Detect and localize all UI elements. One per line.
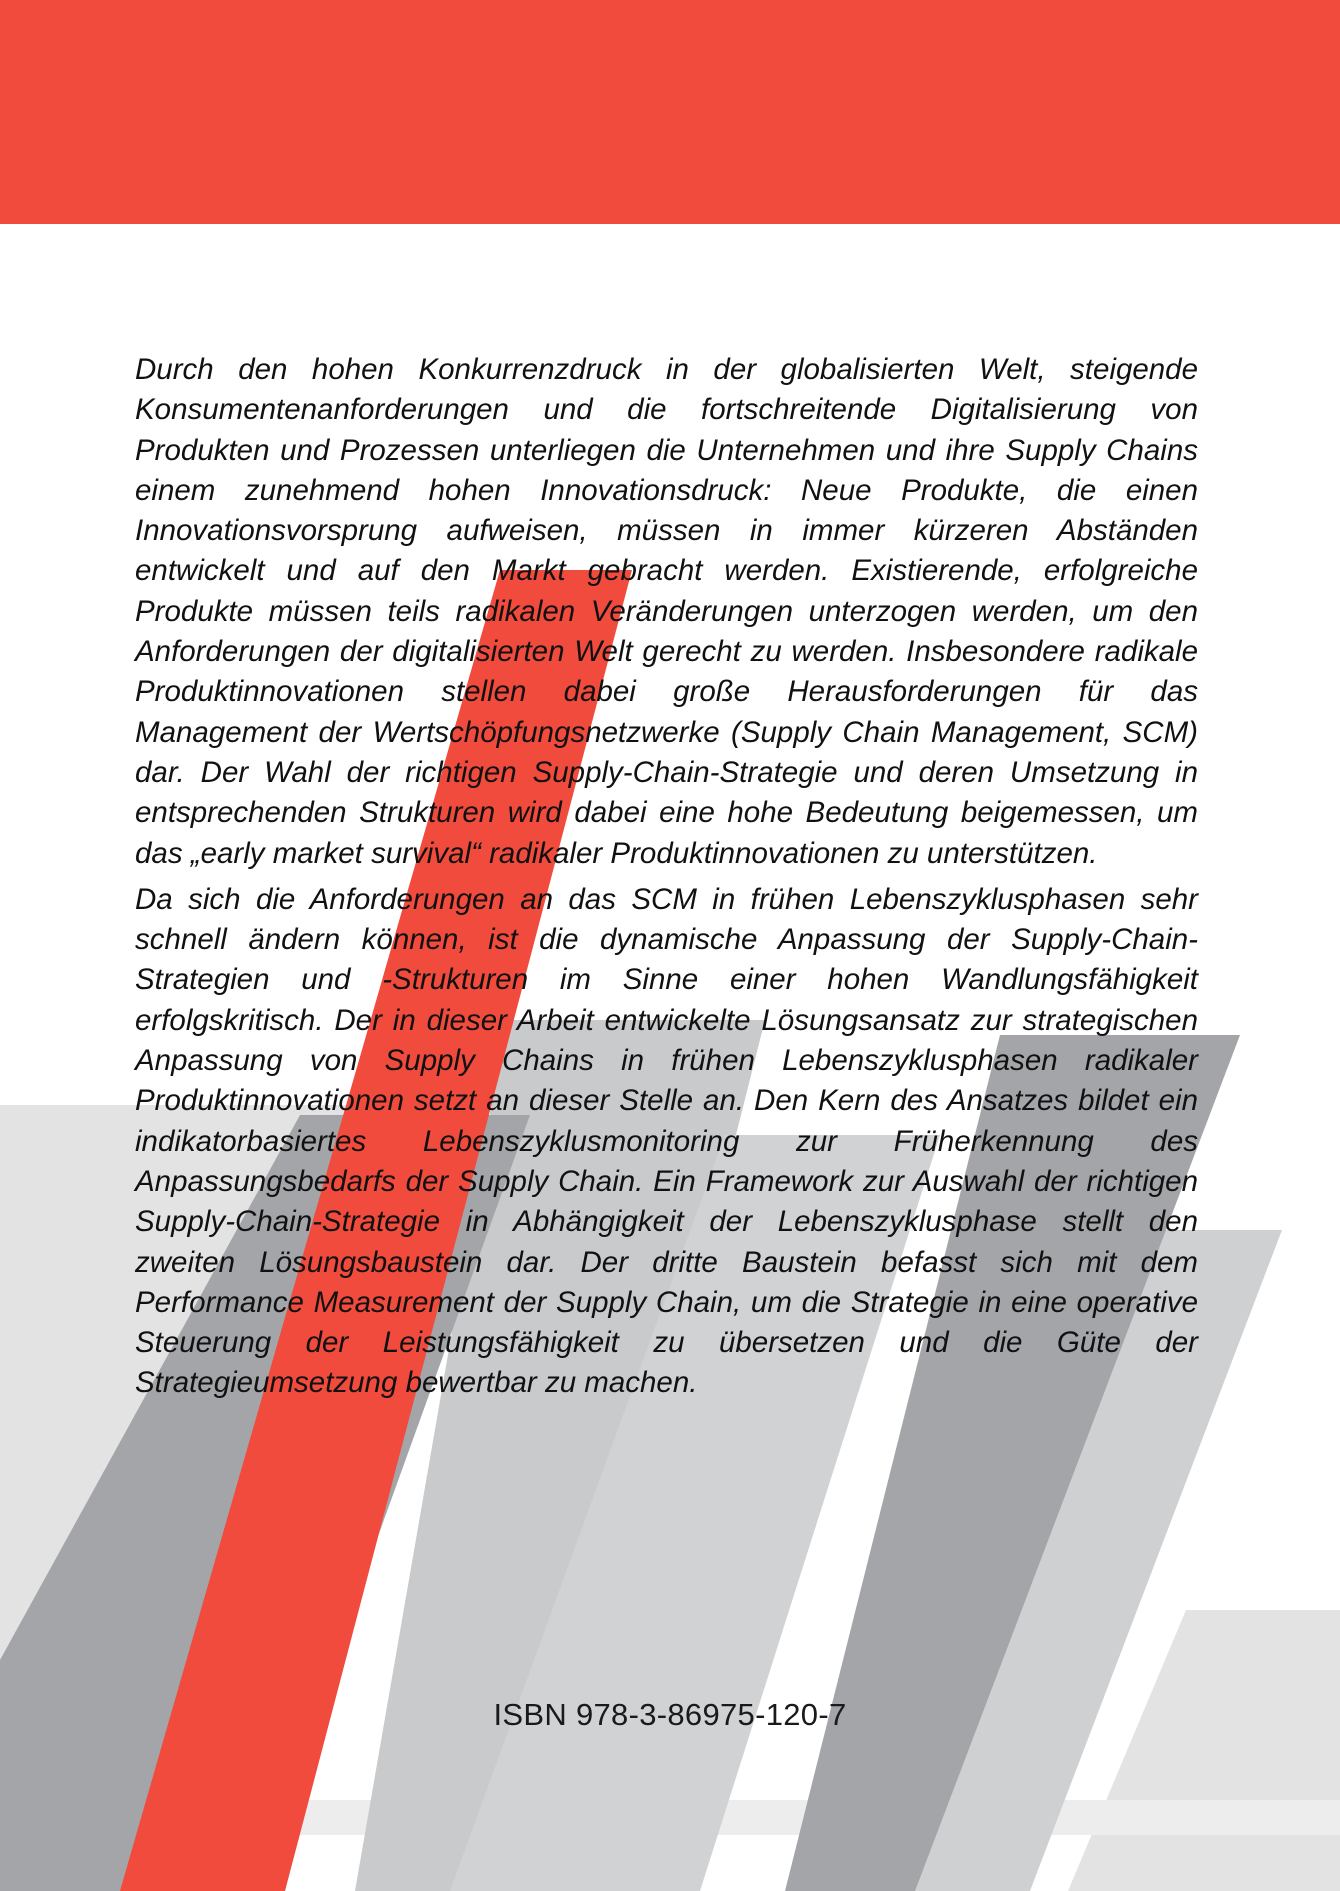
isbn-number: ISBN 978-3-86975-120-7	[493, 1697, 847, 1732]
blurb-paragraph-1: Durch den hohen Konkurrenzdruck in der globalisierten Welt, steigende Konsumentenanforderungen und die fortschreitende Digitalisierung von Produkten und Prozessen unterliegen die Unternehmen und ihre Supply Chains einem zunehmend hohen Innovationsdruck: Neue Produkte, die einen Innovationsvorsprung aufweisen, müssen in immer kürzeren Abständen entwickelt und auf den Markt gebracht werden. Existierende, erfolgreiche Produkte müssen teils radikalen Veränderungen unterzogen werden, um den Anforderungen der digitalisierten Welt gerecht zu werden. Insbesondere radikale Produktinnovationen stellen dabei große Herausforderungen für das Management der Wertschöpfungsnetzwerke (Supply Chain Management, SCM) dar. Der Wahl der richtigen Supply-Chain-Strategie und deren Umsetzung in entsprechenden Strukturen wird dabei eine hohe Bedeutung beigemessen, um das „early market survival“ radikaler Produktinnovationen zu unterstützen.	[135, 353, 1198, 870]
blurb-paragraph-2: Da sich die Anforderungen an das SCM in frühen Lebenszyklusphasen sehr schnell ändern können, ist die dynamische Anpassung der Supply-Chain-Strategien und -Strukturen im Sinne einer hohen Wandlungsfähigkeit erfolgskritisch. Der in dieser Arbeit entwickelte Lösungsansatz zur strategischen Anpassung von Supply Chains in frühen Lebenszyklusphasen radikaler Produktinnovationen setzt an dieser Stelle an. Den Kern des Ansatzes bildet ein indikatorbasiertes Lebenszyklusmonitoring zur Früherkennung des Anpassungsbedarfs der Supply Chain. Ein Framework zur Auswahl der richtigen Supply-Chain-Strategie in Abhängigkeit der Lebenszyklusphase stellt den zweiten Lösungsbaustein dar. Der dritte Baustein befasst sich mit dem Performance Measurement der Supply Chain, um die Strategie in eine operative Steuerung der Leistungsfähigkeit zu übersetzen und die Güte der Strategieumsetzung bewertbar zu machen.	[135, 882, 1198, 1400]
back-cover-blurb	[135, 350, 1198, 1410]
